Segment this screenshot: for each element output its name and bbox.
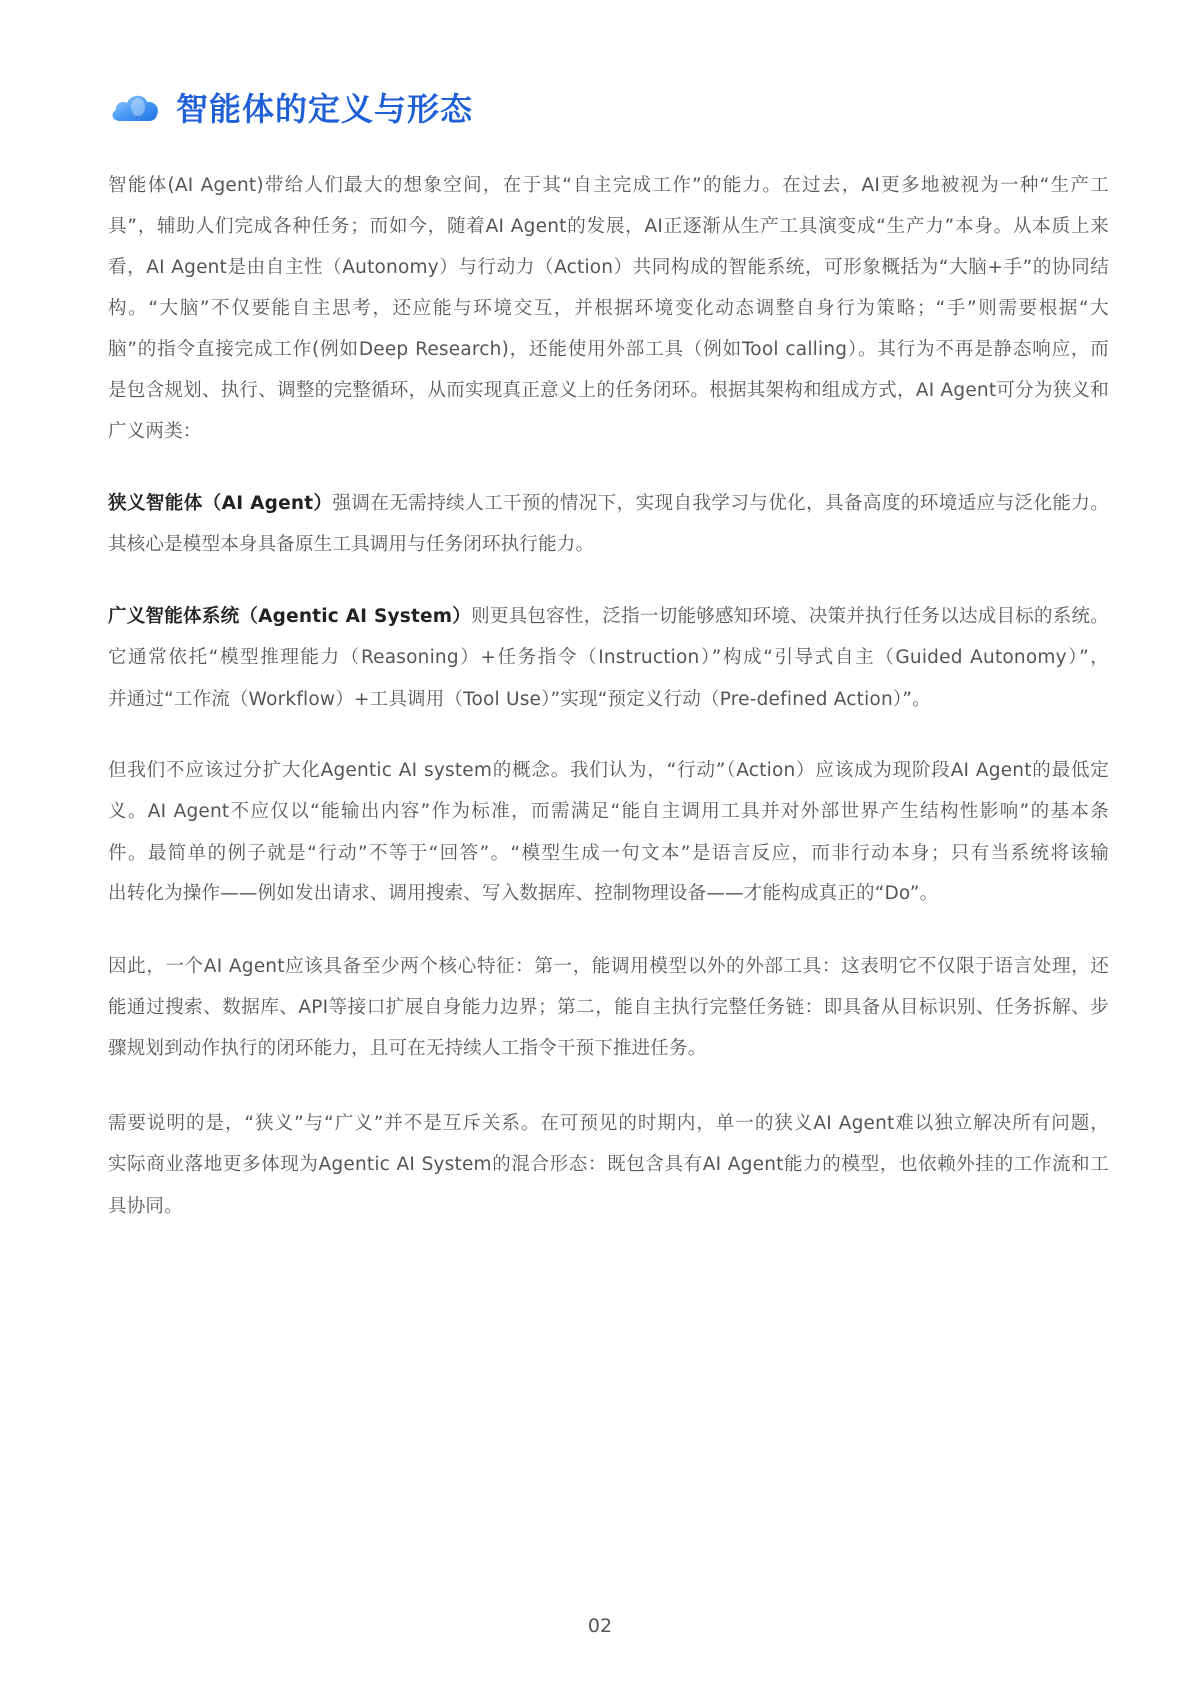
term-narrow-agent: 狭义智能体（AI Agent） (108, 493, 333, 514)
paragraph-4-line: 但我们不应该过分扩大化Agentic AI system的概念。我们认为，“行动”（Action）应该成为现阶段AI Agent的最低定 (108, 760, 1109, 781)
paragraph-2-line: 狭义智能体（AI Agent）强调在无需持续人工干预的情况下，实现自我学习与优化，具备高度的环境适应与泛化能力。 (108, 493, 1109, 514)
term-broad-agent-system: 广义智能体系统（Agentic AI System） (108, 606, 472, 627)
paragraph-1-line: 构。“大脑”不仅要能自主思考，还应能与环境交互，并根据环境变化动态调整自身行为策略；“手”则需要根据“大 (108, 298, 1109, 319)
paragraph-5-line: 能通过搜索、数据库、API等接口扩展自身能力边界；第二，能自主执行完整任务链：即具备从目标识别、任务拆解、步 (108, 997, 1109, 1018)
section-heading (108, 82, 473, 132)
paragraph-3-line: 并通过“工作流（Workflow）+工具调用（Tool Use）”实现“预定义行动（Pre-defined Action）”。 (108, 689, 931, 710)
paragraph-4-line: 义。AI Agent不应仅以“能输出内容”作为标准，而需满足“能自主调用工具并对外部世界产生结构性影响”的基本条 (108, 801, 1109, 822)
paragraph-3-line: 它通常依托“模型推理能力（Reasoning）+任务指令（Instruction）”构成“引导式自主（Guided Autonomy）”， (108, 647, 1109, 668)
paragraph-1-line: 广义两类： (108, 421, 202, 442)
page-number: 02 (587, 1615, 613, 1637)
paragraph-4-line: 件。最简单的例子就是“行动”不等于“回答”。“模型生成一句文本”是语言反应，而非行动本身；只有当系统将该输 (108, 843, 1109, 864)
paragraph-6-line: 实际商业落地更多体现为Agentic AI System的混合形态：既包含具有AI Agent能力的模型，也依赖外挂的工作流和工 (108, 1154, 1109, 1175)
paragraph-5-line: 因此，一个AI Agent应该具备至少两个核心特征：第一，能调用模型以外的外部工具：这表明它不仅限于语言处理，还 (108, 956, 1109, 977)
paragraph-1-line: 脑”的指令直接完成工作(例如Deep Research)，还能使用外部工具（例如Tool calling）。其行为不再是静态响应，而 (108, 339, 1109, 360)
paragraph-1-line: 智能体(AI Agent)带给人们最大的想象空间，在于其“自主完成工作”的能力。在过去，AI更多地被视为一种“生产工 (108, 175, 1109, 196)
paragraph-6-line: 需要说明的是，“狭义”与“广义”并不是互斥关系。在可预见的时期内，单一的狭义AI Agent难以独立解决所有问题， (108, 1113, 1109, 1134)
paragraph-4-line: 出转化为操作——例如发出请求、调用搜索、写入数据库、控制物理设备——才能构成真正的“Do”。 (108, 883, 939, 904)
paragraph-5-line: 骤规划到动作执行的闭环能力，且可在无持续人工指令干预下推进任务。 (108, 1038, 707, 1059)
paragraph-6-line: 具协同。 (108, 1196, 183, 1217)
paragraph-1-line: 具”，辅助人们完成各种任务；而如今，随着AI Agent的发展，AI正逐渐从生产工具演变成“生产力”本身。从本质上来 (108, 216, 1109, 237)
paragraph-3-line: 广义智能体系统（Agentic AI System）则更具包容性，泛指一切能够感知环境、决策并执行任务以达成目标的系统。 (108, 606, 1109, 627)
page-title: 智能体的定义与形态 (176, 90, 474, 128)
paragraph-1-line: 是包含规划、执行、调整的完整循环，从而实现真正意义上的任务闭环。根据其架构和组成方式，AI Agent可分为狭义和 (108, 380, 1109, 401)
paragraph-2-line: 其核心是模型本身具备原生工具调用与任务闭环执行能力。 (108, 534, 595, 555)
cloud-icon (108, 87, 162, 127)
paragraph-1-line: 看，AI Agent是由自主性（Autonomy）与行动力（Action）共同构成的智能系统，可形象概括为“大脑+手”的协同结 (108, 257, 1109, 278)
